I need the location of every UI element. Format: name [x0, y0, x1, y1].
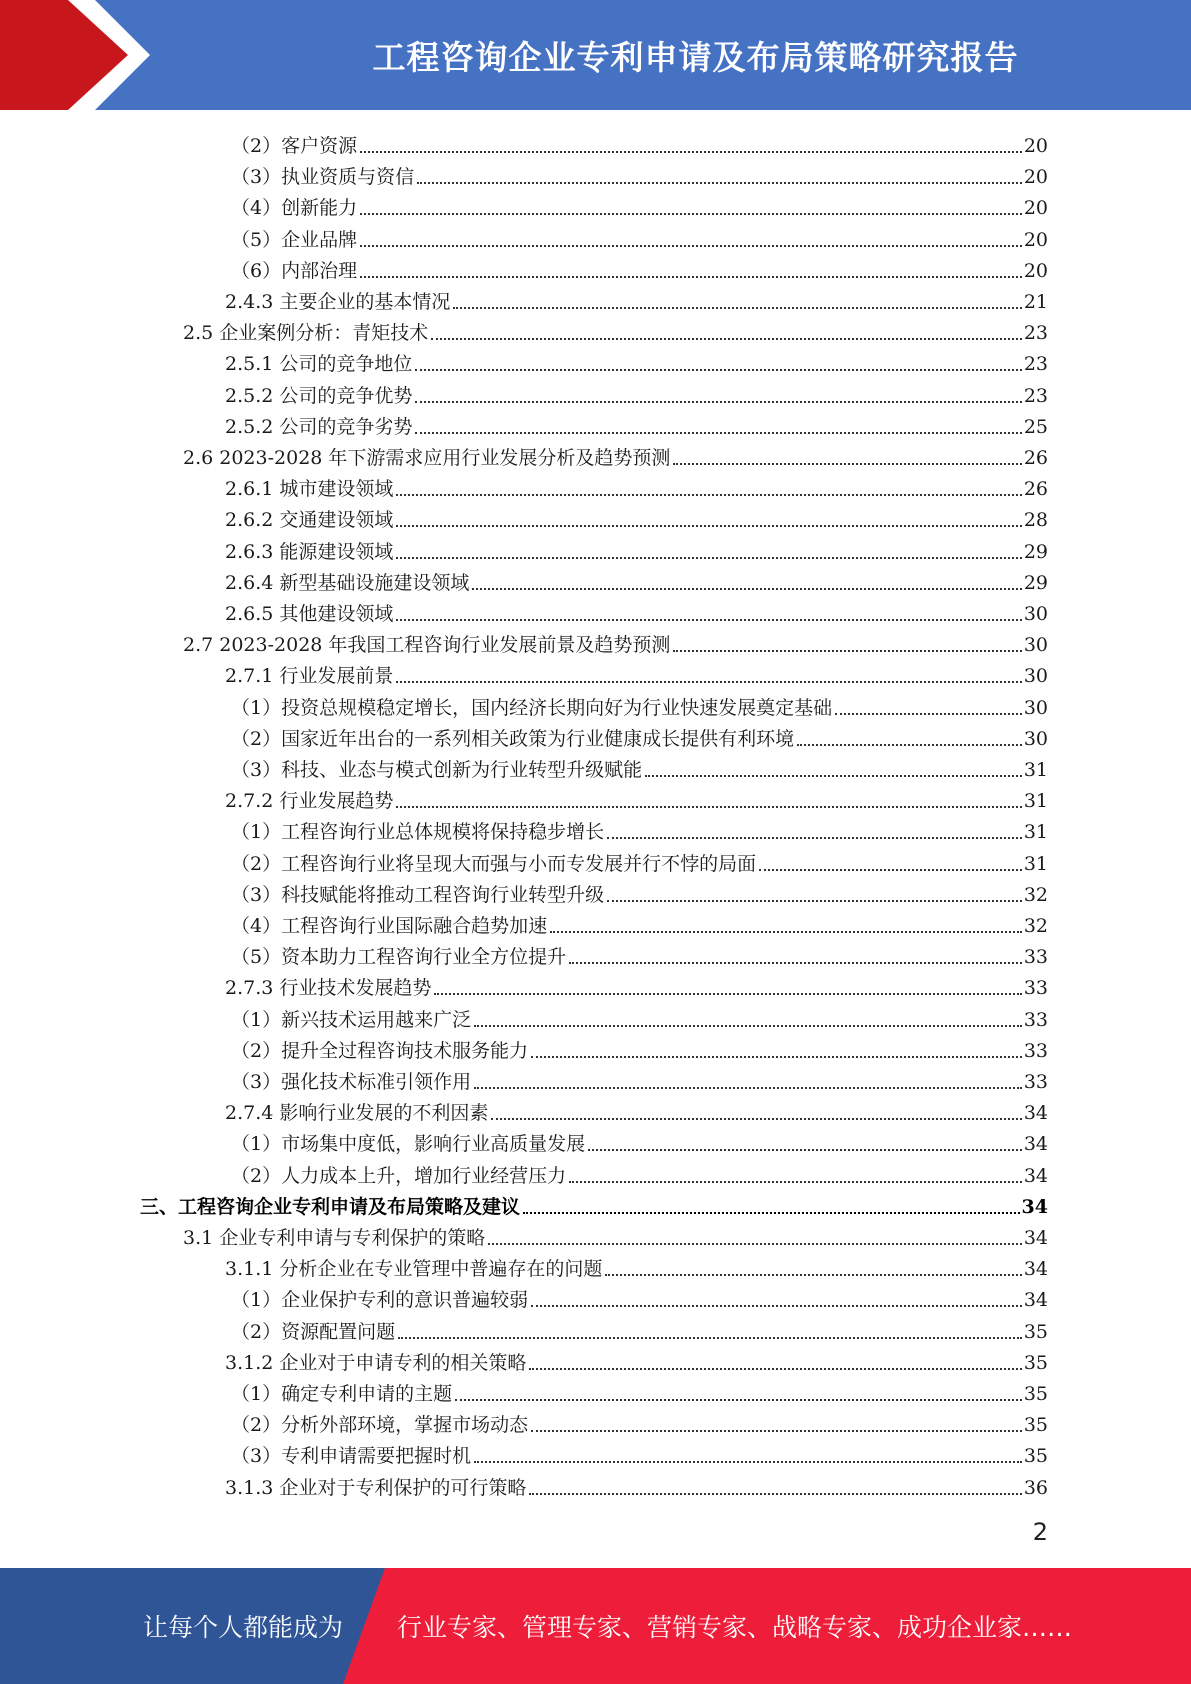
- toc-entry[interactable]: [140, 1188, 1048, 1219]
- toc-entry[interactable]: [231, 751, 1048, 782]
- toc-entry-page: 23: [1023, 322, 1048, 345]
- toc-dot-leader: [569, 962, 1022, 964]
- toc-entry-page: 30: [1023, 727, 1048, 750]
- toc-dot-leader: [431, 338, 1022, 340]
- toc-entry-page: 35: [1023, 1383, 1048, 1405]
- toc-dot-leader: [455, 1399, 1022, 1401]
- toc-entry-page: 33: [1023, 1039, 1048, 1062]
- toc-entry-label: 2.5 企业案例分析：青矩技术: [183, 322, 429, 345]
- toc-dot-leader: [607, 837, 1022, 839]
- toc-dot-leader: [398, 1337, 1022, 1339]
- toc-entry-label: 2.7.4 影响行业发展的不利因素: [225, 1102, 489, 1125]
- toc-entry[interactable]: [183, 314, 1048, 345]
- toc-entry-page: 23: [1023, 384, 1048, 407]
- report-title: 工程咨询企业专利申请及布局策略研究报告: [372, 37, 1019, 77]
- toc-entry-label: （2）国家近年出台的一系列相关政策为行业健康成长提供有利环境: [231, 727, 795, 750]
- toc-dot-leader: [550, 931, 1022, 933]
- toc-entry-label: 2.4.3 主要企业的基本情况: [225, 291, 451, 313]
- toc-entry[interactable]: [231, 127, 1048, 158]
- toc-entry[interactable]: [231, 1437, 1048, 1468]
- toc-entry-label: 3.1 企业专利申请与专利保护的策略: [183, 1227, 486, 1249]
- toc-dot-leader: [396, 557, 1021, 559]
- toc-dot-leader: [588, 1149, 1022, 1151]
- toc-dot-leader: [759, 869, 1022, 871]
- toc-entry[interactable]: [225, 533, 1048, 564]
- toc-entry-label: 2.7 2023-2028 年我国工程咨询行业发展前景及趋势预测: [183, 634, 671, 657]
- toc-entry-page: 21: [1023, 291, 1048, 313]
- toc-entry-label: （1）投资总规模稳定增长，国内经济长期向好为行业快速发展奠定基础: [231, 696, 833, 719]
- toc-entry-label: （3）专利申请需要把握时机: [231, 1445, 472, 1468]
- toc-entry[interactable]: [231, 813, 1048, 844]
- toc-entry-label: （1）确定专利申请的主题: [231, 1383, 453, 1405]
- toc-entry-label: （3）强化技术标准引领作用: [231, 1071, 472, 1093]
- toc-entry-label: （1）企业保护专利的意识普遍较弱: [231, 1289, 529, 1312]
- toc-entry-page: 32: [1023, 883, 1048, 906]
- toc-dot-leader: [415, 369, 1021, 371]
- toc-entry[interactable]: [183, 439, 1048, 470]
- toc-entry[interactable]: [225, 1094, 1048, 1125]
- toc-entry-page: 30: [1023, 634, 1048, 657]
- toc-entry-page: 28: [1023, 509, 1048, 532]
- page-number: 2: [1032, 1518, 1048, 1546]
- toc-entry-label: 2.5.2 公司的竞争优势: [225, 384, 413, 407]
- toc-entry[interactable]: [231, 158, 1048, 189]
- toc-dot-leader: [491, 1118, 1021, 1120]
- toc-entry[interactable]: [231, 1063, 1048, 1094]
- toc-entry-label: 2.7.3 行业技术发展趋势: [225, 977, 432, 1000]
- toc-dot-leader: [417, 182, 1022, 184]
- toc-dot-leader: [529, 1368, 1021, 1370]
- toc-entry[interactable]: [225, 283, 1048, 314]
- toc-entry[interactable]: [231, 1375, 1048, 1406]
- toc-entry-page: 23: [1023, 353, 1048, 376]
- toc-entry-label: 2.6.4 新型基础设施建设领域: [225, 571, 470, 594]
- toc-entry-label: （4）工程咨询行业国际融合趋势加速: [231, 915, 548, 937]
- toc-dot-leader: [474, 1087, 1022, 1089]
- toc-entry[interactable]: [225, 377, 1048, 408]
- toc-entry-page: 26: [1023, 447, 1048, 469]
- toc-entry-page: 20: [1023, 197, 1048, 220]
- toc-entry-page: 31: [1023, 790, 1048, 813]
- toc-entry-label: （3）科技赋能将推动工程咨询行业转型升级: [231, 883, 605, 906]
- toc-entry-label: 3.1.2 企业对于申请专利的相关策略: [225, 1351, 527, 1374]
- toc-entry-page: 34: [1023, 1133, 1048, 1156]
- toc-dot-leader: [472, 588, 1021, 590]
- toc-entry-label: （5）企业品牌: [231, 228, 358, 251]
- toc-dot-leader: [360, 276, 1022, 278]
- toc-entry-page: 29: [1023, 571, 1048, 594]
- footer-slogan-left: 让每个人都能成为: [143, 1613, 344, 1642]
- toc-entry-label: （5）资本助力工程咨询行业全方位提升: [231, 946, 567, 969]
- toc-entry[interactable]: [231, 221, 1048, 252]
- toc-entry[interactable]: [183, 626, 1048, 657]
- toc-entry-label: 2.7.1 行业发展前景: [225, 665, 394, 688]
- toc-entry-page: 20: [1023, 135, 1048, 157]
- toc-entry[interactable]: [231, 1313, 1048, 1344]
- toc-entry-label: （1）新兴技术运用越来广泛: [231, 1008, 472, 1031]
- toc-entry-label: （2）人力成本上升，增加行业经营压力: [231, 1164, 567, 1187]
- toc-entry[interactable]: [225, 657, 1048, 688]
- toc-entry-page: 33: [1023, 1071, 1048, 1093]
- toc-entry[interactable]: [225, 470, 1048, 501]
- toc-entry[interactable]: [231, 1125, 1048, 1156]
- toc-entry-label: 3.1.1 分析企业在专业管理中普遍存在的问题: [225, 1258, 603, 1281]
- toc-entry[interactable]: [225, 1250, 1048, 1281]
- toc-entry-label: （1）市场集中度低，影响行业高质量发展: [231, 1133, 586, 1156]
- page-header: [0, 0, 1191, 110]
- toc-entry[interactable]: [225, 1469, 1048, 1500]
- toc-entry-page: 30: [1023, 603, 1048, 625]
- toc-entry[interactable]: [231, 1406, 1048, 1437]
- toc-entry-page: 34: [1023, 1164, 1048, 1187]
- toc-entry-page: 33: [1023, 946, 1048, 969]
- toc-entry-page: 34: [1021, 1195, 1048, 1218]
- page-footer: [0, 1568, 1191, 1684]
- toc-entry-page: 31: [1023, 821, 1048, 844]
- toc-entry-label: 2.6.1 城市建设领域: [225, 478, 394, 501]
- toc-entry-page: 31: [1023, 852, 1048, 875]
- toc-entry-label: （4）创新能力: [231, 197, 358, 220]
- toc-entry-label: （2）分析外部环境，掌握市场动态: [231, 1414, 529, 1437]
- toc-entry-label: 三、工程咨询企业专利申请及布局策略及建议: [140, 1195, 521, 1218]
- toc-dot-leader: [415, 401, 1021, 403]
- toc-entry-page: 35: [1023, 1320, 1048, 1343]
- toc-entry-page: 35: [1023, 1414, 1048, 1437]
- toc-dot-leader: [415, 432, 1021, 434]
- toc-dot-leader: [396, 681, 1021, 683]
- toc-entry-page: 20: [1023, 228, 1048, 251]
- toc-dot-leader: [474, 1025, 1022, 1027]
- toc-entry[interactable]: [225, 595, 1048, 626]
- toc-entry[interactable]: [225, 969, 1048, 1000]
- toc-entry[interactable]: [231, 189, 1048, 220]
- toc-entry[interactable]: [231, 938, 1048, 969]
- toc-dot-leader: [673, 463, 1021, 465]
- toc-dot-leader: [531, 1056, 1022, 1058]
- toc-entry[interactable]: [183, 1219, 1048, 1250]
- toc-dot-leader: [607, 900, 1022, 902]
- toc-entry-label: （1）工程咨询行业总体规模将保持稳步增长: [231, 821, 605, 844]
- toc-entry[interactable]: [231, 720, 1048, 751]
- toc-entry-page: 30: [1023, 665, 1048, 688]
- toc-dot-leader: [531, 1305, 1022, 1307]
- toc-entry[interactable]: [225, 408, 1048, 439]
- toc-dot-leader: [474, 1461, 1022, 1463]
- toc-entry-page: 31: [1023, 759, 1048, 781]
- toc-entry-label: 3.1.3 企业对于专利保护的可行策略: [225, 1476, 527, 1499]
- toc-dot-leader: [673, 650, 1021, 652]
- toc-entry-label: 2.6.3 能源建设领域: [225, 540, 394, 563]
- toc-dot-leader: [396, 619, 1021, 621]
- toc-dot-leader: [835, 713, 1022, 715]
- toc-entry[interactable]: [225, 564, 1048, 595]
- toc-dot-leader: [523, 1212, 1020, 1214]
- toc-entry-label: （2）资源配置问题: [231, 1320, 396, 1343]
- toc-entry-label: （3）科技、业态与模式创新为行业转型升级赋能: [231, 759, 643, 781]
- toc-entry-label: （2）工程咨询行业将呈现大而强与小而专发展并行不悖的局面: [231, 852, 757, 875]
- toc-entry-page: 29: [1023, 540, 1048, 563]
- toc-dot-leader: [488, 1243, 1022, 1245]
- toc-entry[interactable]: [231, 1001, 1048, 1032]
- toc-entry-page: 34: [1023, 1289, 1048, 1312]
- toc-entry-label: 2.6.5 其他建设领域: [225, 603, 394, 625]
- toc-entry-page: 34: [1023, 1227, 1048, 1249]
- toc-entry-page: 20: [1023, 259, 1048, 282]
- toc-entry-page: 34: [1023, 1258, 1048, 1281]
- toc-entry-label: （2）客户资源: [231, 135, 358, 157]
- toc-entry[interactable]: [231, 1157, 1048, 1188]
- toc-entry[interactable]: [231, 845, 1048, 876]
- toc-dot-leader: [605, 1274, 1021, 1276]
- toc-entry[interactable]: [231, 1032, 1048, 1063]
- toc-entry-page: 33: [1023, 1008, 1048, 1031]
- toc-entry-label: （2）提升全过程咨询技术服务能力: [231, 1039, 529, 1062]
- toc-entry[interactable]: [225, 501, 1048, 532]
- toc-entry-page: 30: [1023, 696, 1048, 719]
- toc-entry-label: 2.5.2 公司的竞争劣势: [225, 415, 413, 438]
- toc-entry[interactable]: [225, 1344, 1048, 1375]
- toc-dot-leader: [360, 151, 1022, 153]
- toc-dot-leader: [569, 1181, 1022, 1183]
- toc-dot-leader: [531, 1430, 1022, 1432]
- toc-entry[interactable]: [231, 252, 1048, 283]
- toc-entry-label: 2.6 2023-2028 年下游需求应用行业发展分析及趋势预测: [183, 447, 671, 469]
- toc-dot-leader: [396, 494, 1021, 496]
- toc-entry-page: 35: [1023, 1351, 1048, 1374]
- toc-dot-leader: [360, 213, 1022, 215]
- toc-entry-page: 20: [1023, 166, 1048, 189]
- toc-dot-leader: [453, 307, 1021, 309]
- toc-entry-label: （6）内部治理: [231, 259, 358, 282]
- toc-entry[interactable]: [231, 689, 1048, 720]
- toc-dot-leader: [529, 1493, 1021, 1495]
- toc-entry-page: 26: [1023, 478, 1048, 501]
- toc-entry[interactable]: [231, 907, 1048, 938]
- toc-entry[interactable]: [231, 1281, 1048, 1312]
- header-arrow-decoration: [0, 0, 160, 110]
- toc-entry-page: 33: [1023, 977, 1048, 1000]
- toc-entry-page: 32: [1023, 915, 1048, 937]
- toc-dot-leader: [645, 775, 1022, 777]
- toc-entry-label: （3）执业资质与资信: [231, 166, 415, 189]
- toc-entry-label: 2.5.1 公司的竞争地位: [225, 353, 413, 376]
- toc-dot-leader: [434, 993, 1021, 995]
- toc-dot-leader: [396, 525, 1021, 527]
- toc-entry[interactable]: [231, 876, 1048, 907]
- toc-entry-page: 25: [1023, 415, 1048, 438]
- toc-entry[interactable]: [225, 345, 1048, 376]
- toc-entry-page: 36: [1023, 1476, 1048, 1499]
- toc-dot-leader: [797, 744, 1022, 746]
- toc-dot-leader: [396, 806, 1021, 808]
- toc-entry-label: 2.7.2 行业发展趋势: [225, 790, 394, 813]
- toc-dot-leader: [360, 245, 1022, 247]
- toc-entry-label: 2.6.2 交通建设领域: [225, 509, 394, 532]
- toc-entry-page: 34: [1023, 1102, 1048, 1125]
- toc-entry[interactable]: [225, 782, 1048, 813]
- toc-entry-page: 35: [1023, 1445, 1048, 1468]
- footer-slogan-right: 行业专家、管理专家、营销专家、战略专家、成功企业家……: [397, 1613, 1073, 1642]
